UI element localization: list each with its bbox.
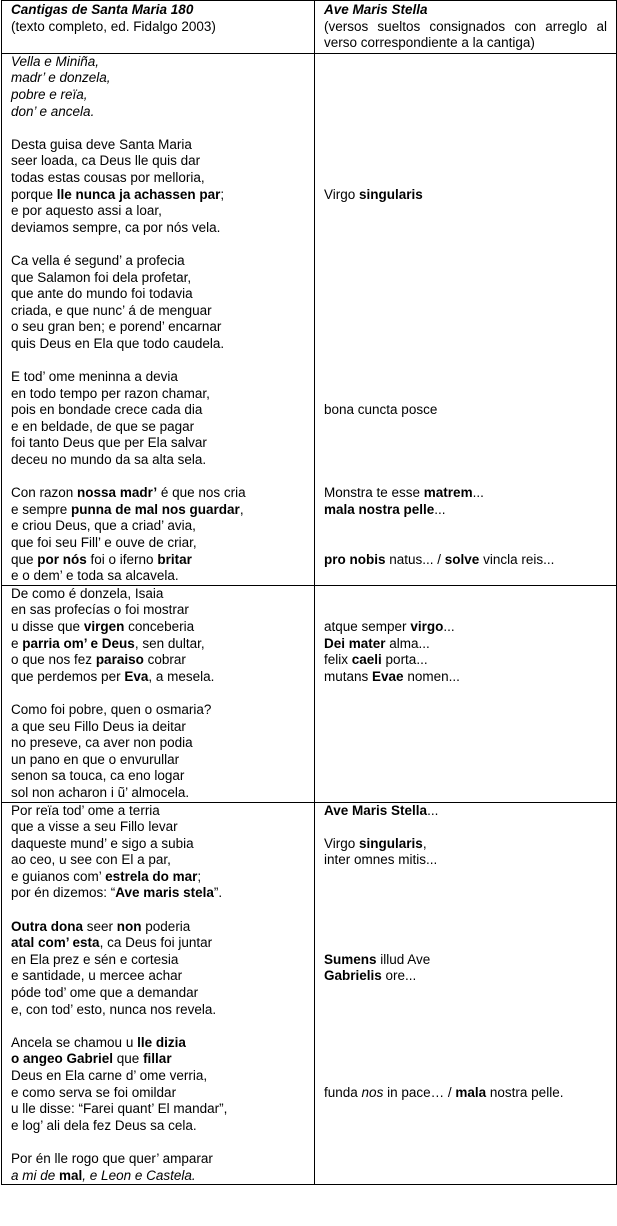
verse-line (11, 419, 305, 436)
blank-line (324, 1002, 607, 1019)
verse-text: parria om’ e Deus (22, 635, 135, 651)
verse-text: non (116, 918, 142, 934)
verse-text: Outra dona (11, 918, 84, 934)
blank-line (11, 685, 305, 702)
blank-line (11, 469, 305, 486)
ave-maris-cell (315, 585, 617, 802)
blank-line (324, 386, 607, 403)
comparison-table (1, 0, 617, 1185)
blank-line (324, 469, 607, 486)
verse-line (11, 819, 305, 836)
verse-text: cobrar (143, 652, 186, 668)
verse-text: e (11, 635, 23, 651)
verse-line (324, 803, 607, 820)
blank-line (324, 153, 607, 170)
verse-line (324, 619, 607, 636)
verse-line (11, 803, 305, 820)
verse-text: paraiso (95, 652, 144, 668)
verse-line (11, 386, 305, 403)
verse-text: , (422, 835, 427, 851)
verse-line (11, 336, 305, 353)
verse-text: lle dizia (137, 1034, 186, 1050)
verse-line (324, 652, 607, 669)
verse-text: por én dizemos: “ (11, 885, 116, 901)
verse-text: , a mesela. (148, 668, 215, 684)
verse-text: póde tod’ ome que a demandar (11, 985, 199, 1001)
ave-maris-cell (315, 53, 617, 585)
verse-text: atque semper (324, 618, 411, 634)
verse-line (11, 220, 305, 237)
verse-text: lle nunca ja achassen par (56, 186, 221, 202)
verse-text: bona cuncta posce (324, 402, 438, 418)
blank-line (324, 1051, 607, 1068)
header-right-cell (315, 1, 617, 54)
verse-line (11, 586, 305, 603)
verse-text: deceu no mundo da sa alta sela. (11, 452, 207, 468)
verse-text: illud Ave (376, 951, 431, 967)
verse-line (11, 702, 305, 719)
verse-line (11, 636, 305, 653)
blank-line (324, 452, 607, 469)
verse-line (11, 735, 305, 752)
blank-line (324, 270, 607, 287)
verse-text: o que nos fez (11, 652, 96, 668)
verse-line (11, 452, 305, 469)
verse-text: Gabrielis (324, 968, 382, 984)
verse-line (11, 270, 305, 287)
blank-line (324, 303, 607, 320)
verse-text: e sempre (11, 501, 72, 517)
verse-line (324, 636, 607, 653)
verse-line (11, 869, 305, 886)
verse-text: pro nobis (324, 551, 386, 567)
verse-text: fillar (143, 1051, 172, 1067)
verse-text: ore... (381, 968, 417, 984)
blank-line (324, 1151, 607, 1168)
verse-text: punna de mal nos guardar (71, 501, 240, 517)
blank-line (324, 819, 607, 836)
blank-line (324, 685, 607, 702)
verse-text: De como é donzela, Isaia (11, 585, 164, 601)
verse-text: que a visse a seu Fillo levar (11, 819, 178, 835)
right-column-title: Ave Maris Stella (324, 2, 428, 17)
blank-line (324, 435, 607, 452)
blank-line (11, 120, 305, 137)
verse-line (324, 968, 607, 985)
verse-line (11, 785, 305, 802)
verse-line (11, 1002, 305, 1019)
blank-line (324, 286, 607, 303)
blank-line (324, 319, 607, 336)
verse-text: nostra pelle. (486, 1084, 564, 1100)
verse-text: don’ e ancela. (11, 103, 95, 119)
blank-line (324, 104, 607, 121)
blank-line (324, 1118, 607, 1135)
table-row (2, 802, 617, 1185)
verse-text: atal com’ esta (11, 935, 100, 951)
verse-text: conceberia (124, 618, 195, 634)
verse-text: pois en bondade crece cada dia (11, 402, 203, 418)
verse-text: que Salamon foi dela profetar, (11, 269, 192, 285)
verse-line (324, 552, 607, 569)
verse-text: nomen... (403, 668, 460, 684)
verse-text: todas estas cousas por melloria, (11, 169, 205, 185)
verse-line (11, 187, 305, 204)
verse-text: ... (443, 618, 455, 634)
verse-text: Ave Maris Stella (324, 802, 428, 818)
verse-line (11, 303, 305, 320)
verse-line (11, 435, 305, 452)
verse-text: ... (427, 802, 439, 818)
verse-text: a mi de (11, 1167, 60, 1183)
verse-text: mutans (324, 668, 373, 684)
verse-text: e log’ ali dela fez Deus sa cela. (11, 1117, 197, 1133)
verse-text: pobre e reïa, (11, 86, 88, 102)
blank-line (324, 137, 607, 154)
blank-line (324, 902, 607, 919)
verse-line (11, 87, 305, 104)
blank-line (324, 719, 607, 736)
verse-text: felix (324, 652, 352, 668)
verse-text: Por én lle rogo que quer’ amparar (11, 1150, 213, 1166)
header-left-cell (2, 1, 315, 54)
verse-text: que foi seu Fill’ e ouve de criar, (11, 535, 197, 550)
blank-line (11, 352, 305, 369)
verse-line (324, 402, 607, 419)
blank-line (324, 1068, 607, 1085)
cantiga-cell (2, 53, 315, 585)
verse-line (11, 1051, 305, 1068)
verse-line (11, 669, 305, 686)
verse-line (11, 752, 305, 769)
verse-line (11, 1068, 305, 1085)
verse-text: e o dem’ e toda sa alcavela. (11, 568, 179, 584)
verse-line (11, 535, 305, 552)
verse-text: in pace… / (383, 1084, 456, 1100)
blank-line (324, 586, 607, 603)
header-row (2, 1, 617, 54)
blank-line (324, 518, 607, 535)
verse-text: matrem (423, 485, 473, 501)
verse-text: Vella e Miniña, (11, 53, 100, 69)
left-column-subtitle: (texto completo, ed. Fidalgo 2003) (11, 18, 216, 34)
verse-line (324, 852, 607, 869)
verse-text: e guianos com’ (11, 868, 106, 884)
verse-text: u lle disse: “Farei quant’ El mandar”, (11, 1101, 228, 1117)
blank-line (324, 54, 607, 71)
verse-text: Desta guisa deve Santa Maria (11, 136, 192, 152)
verse-text: Virgo (324, 186, 360, 202)
verse-line (11, 885, 305, 902)
verse-text: porque (11, 186, 57, 202)
left-column-title: Cantigas de Santa Maria 180 (11, 2, 194, 17)
blank-line (324, 535, 607, 552)
verse-text: mala (455, 1084, 487, 1100)
verse-line (11, 170, 305, 187)
verse-line (11, 719, 305, 736)
verse-text: foi tanto Deus que per Ela salvar (11, 435, 207, 451)
verse-text: ; (220, 186, 225, 202)
verse-text: no preseve, ca aver non podia (11, 735, 193, 751)
verse-text: funda (324, 1084, 362, 1100)
verse-text: a que seu Fillo Deus ia deitar (11, 718, 186, 734)
verse-text: porta... (381, 652, 428, 668)
verse-line (11, 485, 305, 502)
verse-line (11, 968, 305, 985)
verse-line (11, 319, 305, 336)
blank-line (324, 785, 607, 802)
verse-text: en todo tempo per razon chamar, (11, 385, 210, 401)
verse-text: que (11, 551, 38, 567)
verse-line (11, 568, 305, 585)
verse-text: e santidade, u mercee achar (11, 968, 183, 984)
verse-line (324, 952, 607, 969)
verse-line (11, 369, 305, 386)
blank-line (324, 170, 607, 187)
verse-text: singularis (359, 186, 423, 202)
verse-text: caeli (351, 652, 382, 668)
verse-text: Deus en Ela carne d’ ome verria, (11, 1068, 208, 1083)
blank-line (324, 369, 607, 386)
verse-text: o angeo Gabriel (11, 1051, 114, 1067)
verse-text: singularis (359, 835, 423, 851)
verse-text: estrela do mar (105, 868, 198, 884)
verse-line (11, 985, 305, 1002)
verse-text: deviamos sempre, ca por nós vela. (11, 219, 221, 235)
verse-line (11, 502, 305, 519)
verse-text: ao ceo, u see con El a par, (11, 852, 171, 868)
verse-text: madr’ e donzela, (11, 70, 111, 86)
verse-text: e en beldade, de que se pagar (11, 418, 195, 434)
verse-text: e, con tod’ esto, nunca nos revela. (11, 1001, 217, 1017)
verse-text: britar (157, 551, 192, 567)
cantiga-cell (2, 802, 315, 1185)
ave-maris-cell (315, 802, 617, 1185)
verse-text: Por reïa tod’ ome a terria (11, 802, 160, 818)
verse-text: e como serva se foi omildar (11, 1084, 177, 1100)
verse-text: criada, e que nunc’ á de menguar (11, 302, 212, 318)
verse-line (324, 485, 607, 502)
verse-text: Sumens (324, 951, 377, 967)
verse-line (11, 70, 305, 87)
verse-text: en Ela prez e sén e cortesia (11, 951, 179, 967)
verse-text: E tod’ ome meninna a devia (11, 369, 178, 385)
blank-line (324, 336, 607, 353)
verse-line (324, 187, 607, 204)
verse-line (11, 1035, 305, 1052)
verse-text: , (239, 501, 244, 517)
blank-line (324, 220, 607, 237)
blank-line (324, 752, 607, 769)
blank-line (324, 919, 607, 936)
verse-text: Ancela se chamou u (11, 1034, 138, 1050)
verse-text: senon sa touca, ca eno logar (11, 768, 185, 784)
verse-text: u disse que (11, 618, 84, 634)
verse-line (11, 652, 305, 669)
verse-line (324, 502, 607, 519)
verse-text: ; (197, 868, 202, 884)
verse-text: Evae (372, 668, 404, 684)
verse-text: nos (361, 1084, 384, 1100)
blank-line (324, 120, 607, 137)
blank-line (324, 419, 607, 436)
verse-line (324, 1085, 607, 1102)
right-column-subtitle: (versos sueltos consignados con arreglo al verso correspondiente a la cantiga) (324, 18, 607, 51)
blank-line (11, 902, 305, 919)
verse-text: virgen (83, 618, 125, 634)
verse-text: daqueste mund’ e sigo a subia (11, 835, 194, 851)
verse-line (11, 919, 305, 936)
verse-text: inter omnes mitis... (324, 852, 438, 868)
verse-line (11, 54, 305, 71)
verse-text: que ante do mundo foi todavia (11, 286, 193, 302)
verse-text: virgo (410, 618, 444, 634)
verse-text: o seu gran ben; e porend’ encarnar (11, 319, 222, 335)
blank-line (324, 735, 607, 752)
verse-text: poderia (141, 918, 191, 934)
verse-text: é que nos cria (157, 485, 246, 501)
verse-line (11, 935, 305, 952)
blank-line (324, 702, 607, 719)
verse-line (11, 552, 305, 569)
verse-line (11, 518, 305, 535)
blank-line (324, 87, 607, 104)
verse-text: que perdemos per (11, 668, 125, 684)
verse-text: Monstra te esse (324, 485, 424, 501)
verse-line (11, 104, 305, 121)
blank-line (324, 935, 607, 952)
verse-line (11, 1151, 305, 1168)
blank-line (324, 1101, 607, 1118)
verse-line (11, 1085, 305, 1102)
verse-line (11, 137, 305, 154)
verse-text: que (113, 1051, 144, 1067)
verse-line (11, 602, 305, 619)
verse-text: natus... / (385, 551, 445, 567)
verse-text: solve (444, 551, 480, 567)
verse-line (324, 836, 607, 853)
verse-text: vincla reis... (479, 551, 555, 567)
verse-text: Ave maris stela (115, 885, 214, 901)
table-row (2, 53, 617, 585)
verse-line (11, 402, 305, 419)
verse-line (11, 1101, 305, 1118)
verse-line (11, 203, 305, 220)
verse-line (11, 153, 305, 170)
verse-line (11, 286, 305, 303)
verse-text: ... (434, 501, 446, 517)
verse-line (11, 1168, 305, 1185)
verse-text: mal (59, 1167, 83, 1183)
verse-text: ... (472, 485, 484, 501)
blank-line (324, 352, 607, 369)
verse-text: ”. (213, 885, 223, 901)
verse-text: e por aquesto assi a loar, (11, 203, 162, 219)
verse-text: por nós (37, 551, 87, 567)
verse-line (11, 852, 305, 869)
cantiga-cell (2, 585, 315, 802)
verse-text: Dei mater (324, 635, 386, 651)
verse-text: en sas profecías o foi mostrar (11, 602, 189, 618)
verse-text: alma... (385, 635, 430, 651)
blank-line (324, 985, 607, 1002)
verse-text: seer loada, ca Deus lle quis dar (11, 153, 201, 169)
verse-line (11, 619, 305, 636)
blank-line (324, 885, 607, 902)
blank-line (324, 602, 607, 619)
blank-line (324, 253, 607, 270)
verse-text: e criou Deus, que a criad’ avia, (11, 518, 196, 534)
verse-line (324, 669, 607, 686)
verse-line (11, 253, 305, 270)
verse-text: , ca Deus foi juntar (99, 935, 213, 951)
verse-text: mala nostra pelle (324, 501, 435, 517)
verse-text: nossa madr’ (77, 485, 158, 501)
blank-line (324, 568, 607, 585)
verse-text: sol non acharon i ũ’ almocela. (11, 784, 190, 800)
verse-text: Como foi pobre, quen o osmaria? (11, 701, 212, 717)
verse-line (11, 1118, 305, 1135)
blank-line (324, 1168, 607, 1185)
blank-line (324, 869, 607, 886)
verse-text: Virgo (324, 835, 360, 851)
verse-text: Ca vella é segund’ a profecia (11, 252, 185, 268)
verse-line (11, 952, 305, 969)
table-row (2, 585, 617, 802)
blank-line (324, 768, 607, 785)
blank-line (324, 1134, 607, 1151)
verse-text: foi o iferno (86, 551, 158, 567)
verse-text: quis Deus en Ela que todo caudela. (11, 335, 225, 351)
verse-text: un pano en que o envurullar (11, 751, 180, 767)
verse-line (11, 836, 305, 853)
blank-line (11, 236, 305, 253)
blank-line (324, 236, 607, 253)
blank-line (324, 1018, 607, 1035)
verse-text: Eva (124, 668, 149, 684)
blank-line (11, 1134, 305, 1151)
blank-line (11, 1018, 305, 1035)
verse-text: seer (83, 918, 117, 934)
blank-line (324, 70, 607, 87)
verse-text: , e Leon e Castela. (82, 1167, 196, 1183)
verse-text: , sen dultar, (134, 635, 205, 651)
verse-text: Con razon (11, 485, 78, 501)
verse-line (11, 768, 305, 785)
blank-line (324, 203, 607, 220)
blank-line (324, 1035, 607, 1052)
